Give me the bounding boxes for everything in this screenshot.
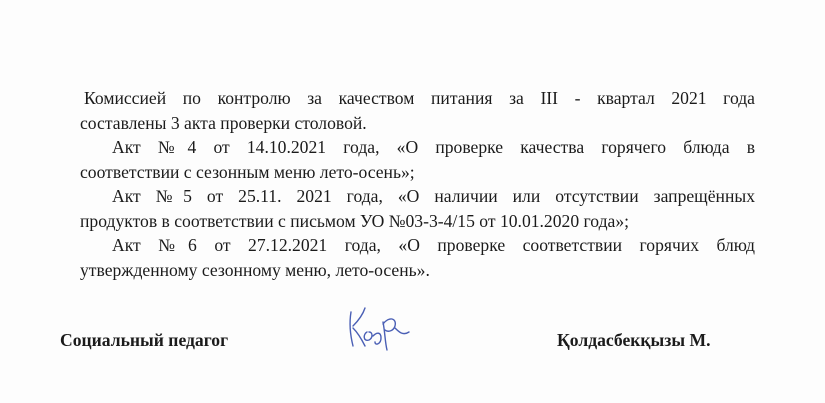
handwritten-signature [343,302,413,356]
paragraph-act-4 [80,135,755,184]
paragraph-act-5 [80,184,755,233]
signatory-role: Социальный педагог [60,330,229,350]
paragraph-intro [80,86,755,135]
signature-row [0,326,825,366]
document-body [80,86,755,282]
text-line: соответствии с сезонным меню лето-осень»; [80,161,415,182]
paragraph-act-6 [80,233,755,282]
text-line: Акт №5 от 25.11. 2021 года, «О наличии или отсутствии запрещённых [112,186,755,206]
text-line: Акт №6 от 27.12.2021 года, «О проверке соответствии горячих блюд [112,235,755,255]
text-line: Акт №4 от 14.10.2021 года, «О проверке качества горячего блюда в [112,137,755,157]
text-line: продуктов в соответствии с письмом УО №03-3-4/15 от 10.01.2020 года»; [80,210,630,231]
text-line: утвержденному сезонному меню, лето-осень». [80,259,430,280]
signatory-name: Қолдасбекқызы М. [557,330,711,350]
text-line: составлены 3 акта проверки столовой. [80,112,367,133]
text-line: Комиссией по контролю за качеством питания за III - квартал 2021 года [84,88,755,108]
